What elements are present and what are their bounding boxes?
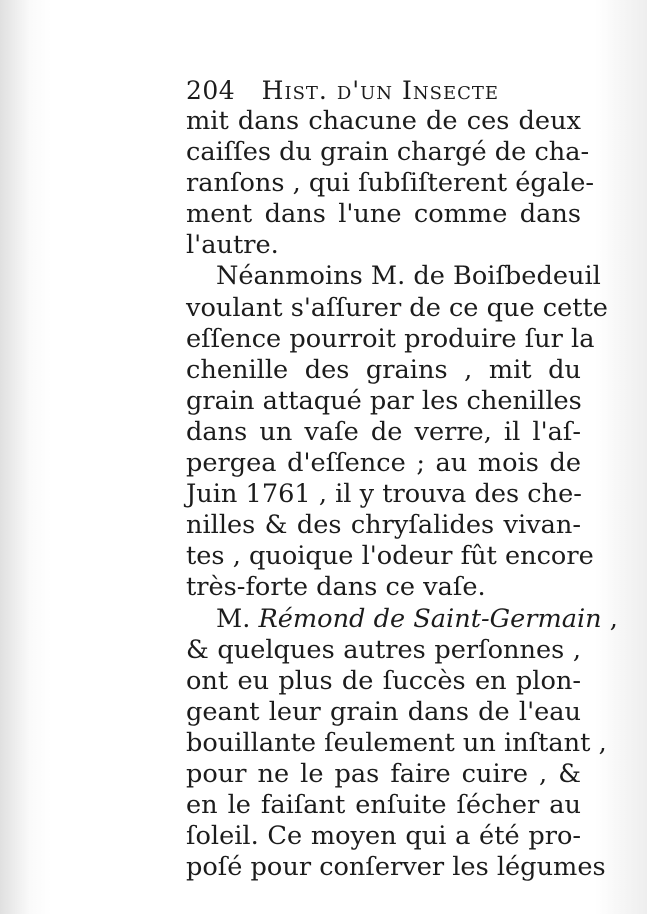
title-abbrev: M. <box>216 603 259 634</box>
text-line: dans un vaſe de verre, il l'aſ- <box>186 416 581 447</box>
page-number: 204 <box>186 76 236 105</box>
text-line: mit dans chacune de ces deux <box>186 106 581 136</box>
text-line: ſoleil. Ce moyen qui a été pro- <box>186 821 581 852</box>
text-line: pergea d'eſſence ; au mois de <box>186 448 581 479</box>
text-line: geant leur grain dans de l'eau <box>186 696 581 727</box>
running-title: Hist. d'un Insecte <box>261 76 499 105</box>
paragraph-start-line <box>186 603 618 635</box>
text-line: en le faiſant enſuite ſécher au <box>186 790 581 821</box>
gutter-shadow <box>0 0 30 914</box>
text-line: ranſons , qui ſubſiſterent égale- <box>186 168 595 199</box>
text-line: & quelques autres perſonnes , <box>186 634 581 665</box>
text-line: bouillante ſeulement un inſtant , <box>186 727 607 758</box>
text-line: eſſence pourroit produire ſur la <box>186 323 595 354</box>
text-line: chenille des grains , mit du <box>186 354 581 385</box>
text-line: ment dans l'une comme dans <box>186 199 581 230</box>
text-line: grain attaqué par les chenilles <box>186 385 582 416</box>
text-line: tes , quoique l'odeur fût encore <box>186 541 594 572</box>
text-line: poſé pour conſerver les légumes <box>186 852 606 883</box>
text-line: nilles & des chryſalides vivan- <box>186 510 581 541</box>
page-header <box>186 76 586 106</box>
text-line: l'autre. <box>186 230 279 261</box>
text-line: Juin 1761 , il y trouva des che- <box>186 479 582 510</box>
punctuation: , <box>601 603 618 634</box>
body-text <box>186 106 618 883</box>
text-line: voulant s'aſſurer de ce que cette <box>186 292 608 323</box>
person-name: Rémond de Saint-Germain <box>258 603 602 634</box>
text-line: pour ne le pas faire cuire , & <box>186 758 581 789</box>
text-line: caiſſes du grain chargé de cha- <box>186 137 590 168</box>
text-line: très-forte dans ce vaſe. <box>186 572 486 603</box>
text-line: ont eu plus de ſuccès en plon- <box>186 665 581 696</box>
paragraph-start-line: Néanmoins M. de Boiſbedeuil <box>216 261 601 292</box>
